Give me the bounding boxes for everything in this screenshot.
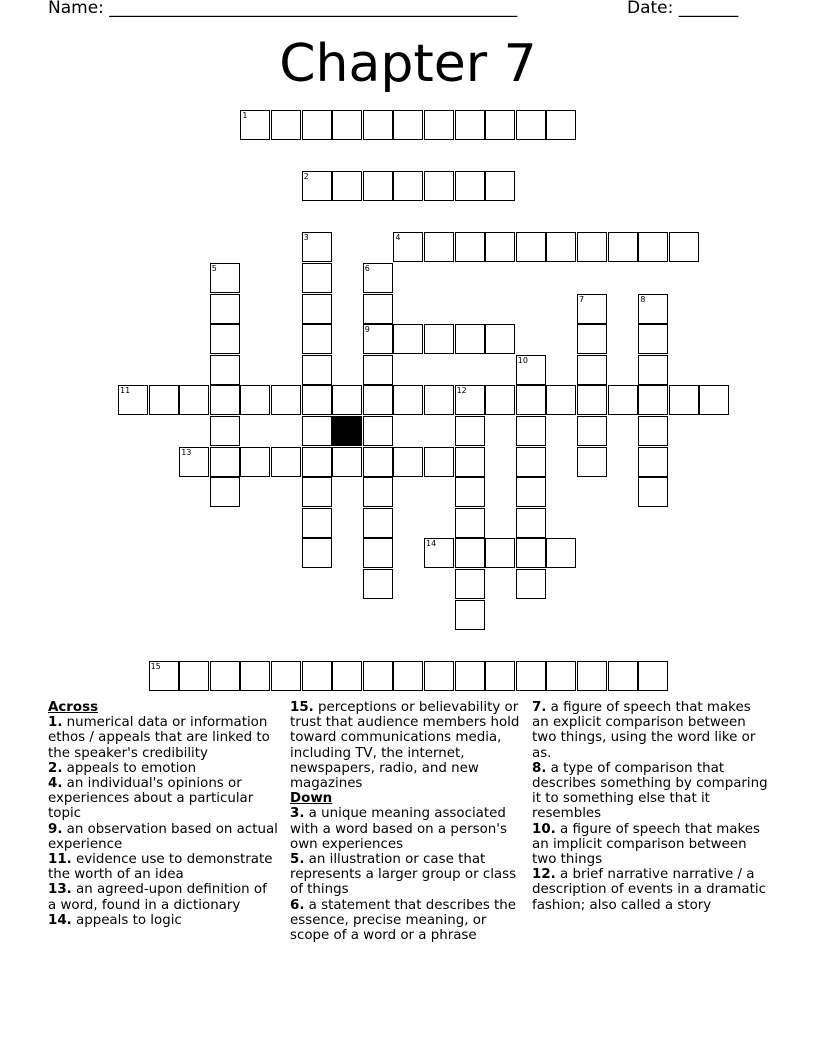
clue-item-number: 10. <box>532 821 556 837</box>
grid-cell[interactable] <box>332 661 362 691</box>
clue-item <box>532 761 768 822</box>
grid-cell[interactable] <box>302 171 332 201</box>
grid-cell[interactable] <box>577 447 607 477</box>
clue-number: 15 <box>150 661 161 671</box>
grid-cell[interactable] <box>302 232 332 262</box>
grid-cell[interactable] <box>302 385 332 415</box>
grid-cell[interactable] <box>424 232 454 262</box>
grid-cell[interactable] <box>455 110 485 140</box>
grid-cell[interactable] <box>455 416 485 446</box>
grid-cell[interactable] <box>455 324 485 354</box>
clue-item-number: 12. <box>532 867 556 883</box>
clue-item-number: 11. <box>48 852 72 868</box>
grid-cell[interactable] <box>455 232 485 262</box>
grid-cell[interactable] <box>577 661 607 691</box>
grid-cell[interactable] <box>577 416 607 446</box>
grid-cell[interactable] <box>516 538 546 568</box>
clue-item <box>48 761 278 776</box>
grid-cell[interactable] <box>638 447 668 477</box>
grid-cell[interactable] <box>577 294 607 324</box>
clue-item <box>532 700 768 761</box>
clue-item-text: a figure of speech that makes an explicit comparison between two things, using the word like or as. <box>532 700 756 761</box>
clue-item-text: appeals to logic <box>71 912 182 928</box>
grid-cell[interactable] <box>577 232 607 262</box>
clue-item-number: 8. <box>532 760 547 776</box>
clue-item-number: 13. <box>48 882 72 898</box>
grid-cell[interactable] <box>455 447 485 477</box>
grid-cell[interactable] <box>516 508 546 538</box>
grid-cell[interactable] <box>455 171 485 201</box>
grid-cell[interactable] <box>363 508 393 538</box>
grid-cell[interactable] <box>485 661 515 691</box>
grid-cell[interactable] <box>424 324 454 354</box>
grid-cell[interactable] <box>455 600 485 630</box>
grid-cell[interactable] <box>393 171 423 201</box>
grid-cell[interactable] <box>363 538 393 568</box>
clue-item-text: a unique meaning associated with a word based on a person's own experiences <box>290 806 507 852</box>
grid-cell[interactable] <box>363 355 393 385</box>
clue-item <box>532 822 768 868</box>
clues-column-1 <box>48 700 278 928</box>
clue-item-number: 14. <box>48 912 72 928</box>
clue-item-number: 9. <box>48 821 63 837</box>
grid-cell[interactable] <box>455 477 485 507</box>
clue-number: 2 <box>303 172 309 182</box>
grid-cell[interactable] <box>302 477 332 507</box>
grid-cell[interactable] <box>363 477 393 507</box>
clue-item <box>48 822 278 852</box>
clue-item-text: a brief narrative narrative / a description of events in a dramatic fashion; also called a story <box>532 867 766 913</box>
clue-item-text: evidence use to demonstrate the worth of an idea <box>48 852 273 883</box>
clue-item <box>48 852 278 882</box>
grid-cell[interactable] <box>363 447 393 477</box>
clue-number: 12 <box>456 386 467 396</box>
grid-cell[interactable] <box>638 385 668 415</box>
clue-number: 1 <box>242 111 248 120</box>
grid-cell[interactable] <box>546 661 576 691</box>
grid-cell[interactable] <box>302 538 332 568</box>
grid-cell[interactable] <box>424 171 454 201</box>
grid-cell[interactable] <box>363 263 393 293</box>
grid-cell[interactable] <box>393 385 423 415</box>
grid-cell[interactable] <box>424 385 454 415</box>
clue-item <box>48 776 278 822</box>
clue-item-number: 3. <box>290 806 305 822</box>
grid-cell[interactable] <box>240 110 270 140</box>
clue-item <box>290 700 522 791</box>
grid-cell[interactable] <box>210 294 240 324</box>
grid-cell[interactable] <box>210 416 240 446</box>
clue-item-number: 4. <box>48 776 63 792</box>
grid-cell[interactable] <box>485 538 515 568</box>
grid-cell[interactable] <box>516 385 546 415</box>
grid-cell[interactable] <box>699 385 729 415</box>
clue-number: 9 <box>364 325 370 335</box>
grid-cell[interactable] <box>210 385 240 415</box>
grid-cell[interactable] <box>516 661 546 691</box>
grid-cell[interactable] <box>363 416 393 446</box>
grid-cell[interactable] <box>363 385 393 415</box>
grid-cell[interactable] <box>302 661 332 691</box>
grid-cell[interactable] <box>608 661 638 691</box>
clue-number: 6 <box>364 264 370 273</box>
grid-cell[interactable] <box>271 110 301 140</box>
grid-cell[interactable] <box>638 324 668 354</box>
grid-cell[interactable] <box>302 324 332 354</box>
clue-item <box>532 867 768 913</box>
grid-cell[interactable] <box>393 661 423 691</box>
grid-cell[interactable] <box>485 385 515 415</box>
grid-cell[interactable] <box>669 232 699 262</box>
grid-cell[interactable] <box>363 294 393 324</box>
grid-cell[interactable] <box>485 110 515 140</box>
clues-column-2 <box>290 700 522 943</box>
clue-item-text: an individual's opinions or experiences about a particular topic <box>48 776 254 822</box>
grid-cell[interactable] <box>516 569 546 599</box>
grid-cell[interactable] <box>424 447 454 477</box>
clue-item-number: 1. <box>48 715 63 731</box>
clue-number: 7 <box>579 294 585 304</box>
clue-item-text: perceptions or believability or trust that audience members hold toward communications media, including TV, the internet, newspapers, radio, and new magazines <box>290 700 520 792</box>
grid-cell[interactable] <box>516 416 546 446</box>
grid-cell[interactable] <box>577 355 607 385</box>
grid-cell[interactable] <box>516 232 546 262</box>
clue-item-text: an observation based on actual experience <box>48 821 278 852</box>
grid-cell[interactable] <box>455 661 485 691</box>
grid-cell[interactable] <box>485 232 515 262</box>
grid-cell[interactable] <box>424 661 454 691</box>
grid-cell[interactable] <box>424 110 454 140</box>
grid-cell[interactable] <box>638 661 668 691</box>
grid-cell[interactable] <box>638 477 668 507</box>
clue-item <box>290 806 522 852</box>
clue-item <box>48 715 278 761</box>
clue-item-text: appeals to emotion <box>62 760 197 776</box>
grid-cell[interactable] <box>455 569 485 599</box>
grid-cell[interactable] <box>271 385 301 415</box>
grid-cell[interactable] <box>302 355 332 385</box>
clue-item-number: 2. <box>48 760 63 776</box>
grid-cell[interactable] <box>669 385 699 415</box>
grid-cell[interactable] <box>608 232 638 262</box>
clue-item-number: 15. <box>290 700 314 715</box>
grid-cell[interactable] <box>149 661 179 691</box>
clues-column-3 <box>532 700 768 913</box>
grid-cell[interactable] <box>332 110 362 140</box>
clue-number: 4 <box>395 233 401 243</box>
clue-item <box>290 852 522 898</box>
grid-cell[interactable] <box>149 385 179 415</box>
clue-item-number: 7. <box>532 700 547 715</box>
page-title: Chapter 7 <box>279 34 537 94</box>
grid-cell[interactable] <box>455 538 485 568</box>
grid-cell[interactable] <box>516 355 546 385</box>
grid-cell[interactable] <box>485 324 515 354</box>
grid-cell[interactable] <box>546 538 576 568</box>
grid-cell[interactable] <box>210 447 240 477</box>
grid-cell[interactable] <box>485 171 515 201</box>
grid-cell[interactable] <box>638 416 668 446</box>
grid-cell[interactable] <box>210 355 240 385</box>
grid-cell[interactable] <box>302 447 332 477</box>
grid-cell[interactable] <box>118 385 148 415</box>
grid-cell[interactable] <box>332 171 362 201</box>
grid-cell[interactable] <box>240 447 270 477</box>
grid-cell[interactable] <box>271 447 301 477</box>
clue-item-text: an agreed-upon definition of a word, found in a dictionary <box>48 882 267 913</box>
grid-cell[interactable] <box>393 447 423 477</box>
grid-cell[interactable] <box>332 385 362 415</box>
grid-cell[interactable] <box>455 385 485 415</box>
grid-cell[interactable] <box>179 447 209 477</box>
grid-cell[interactable] <box>638 294 668 324</box>
grid-cell[interactable] <box>546 232 576 262</box>
down-heading: Down <box>290 791 333 807</box>
grid-cell[interactable] <box>210 263 240 293</box>
grid-cell[interactable] <box>363 661 393 691</box>
clue-item-text: a figure of speech that makes an implicit comparison between two things <box>532 821 760 868</box>
grid-cell[interactable] <box>393 110 423 140</box>
grid-cell[interactable] <box>363 171 393 201</box>
clue-item <box>48 913 278 928</box>
grid-cell[interactable] <box>516 477 546 507</box>
clue-number: 8 <box>640 294 646 304</box>
clue-item-number: 6. <box>290 897 305 913</box>
grid-cell[interactable] <box>638 355 668 385</box>
grid-cell[interactable] <box>302 294 332 324</box>
grid-cell[interactable] <box>210 324 240 354</box>
grid-cell[interactable] <box>516 110 546 140</box>
clue-item-text: a type of comparison that describes something by comparing it to something else that it resembles <box>532 760 768 822</box>
clue-number: 10 <box>517 355 528 365</box>
clue-number: 11 <box>120 386 131 396</box>
grid-cell[interactable] <box>332 447 362 477</box>
grid-cell[interactable] <box>516 447 546 477</box>
clue-item-text: numerical data or information ethos / appeals that are linked to the speaker's credibility <box>48 715 270 761</box>
grid-cell[interactable] <box>393 232 423 262</box>
clue-item <box>290 898 522 944</box>
grid-cell[interactable] <box>210 477 240 507</box>
across-heading: Across <box>48 700 99 715</box>
black-cell <box>332 416 362 446</box>
clue-number: 3 <box>303 233 309 243</box>
grid-cell[interactable] <box>179 385 209 415</box>
grid-cell[interactable] <box>271 661 301 691</box>
date-label: Date: _______ <box>627 0 739 18</box>
grid-cell[interactable] <box>546 110 576 140</box>
grid-cell[interactable] <box>363 569 393 599</box>
grid-cell[interactable] <box>638 232 668 262</box>
grid-cell[interactable] <box>302 508 332 538</box>
grid-cell[interactable] <box>455 508 485 538</box>
grid-cell[interactable] <box>302 416 332 446</box>
clue-number: 13 <box>181 447 192 457</box>
grid-cell[interactable] <box>577 324 607 354</box>
clue-item-number: 5. <box>290 852 305 868</box>
grid-cell[interactable] <box>240 661 270 691</box>
grid-cell[interactable] <box>424 538 454 568</box>
grid-cell[interactable] <box>363 324 393 354</box>
name-label: Name: ________________________________________________ <box>48 0 518 18</box>
grid-cell[interactable] <box>302 110 332 140</box>
grid-cell[interactable] <box>210 661 240 691</box>
clue-item-text: an illustration or case that represents a larger group or class of things <box>290 852 517 898</box>
clue-number: 5 <box>211 264 217 273</box>
clue-item <box>48 882 278 912</box>
grid-cell[interactable] <box>179 661 209 691</box>
clue-number: 14 <box>426 539 437 549</box>
grid-cell[interactable] <box>577 385 607 415</box>
clue-item-text: a statement that describes the essence, precise meaning, or scope of a word or a phrase <box>290 897 517 944</box>
grid-cell[interactable] <box>302 263 332 293</box>
grid-cell[interactable] <box>240 385 270 415</box>
grid-cell[interactable] <box>608 385 638 415</box>
grid-cell[interactable] <box>363 110 393 140</box>
grid-cell[interactable] <box>546 385 576 415</box>
grid-cell[interactable] <box>393 324 423 354</box>
